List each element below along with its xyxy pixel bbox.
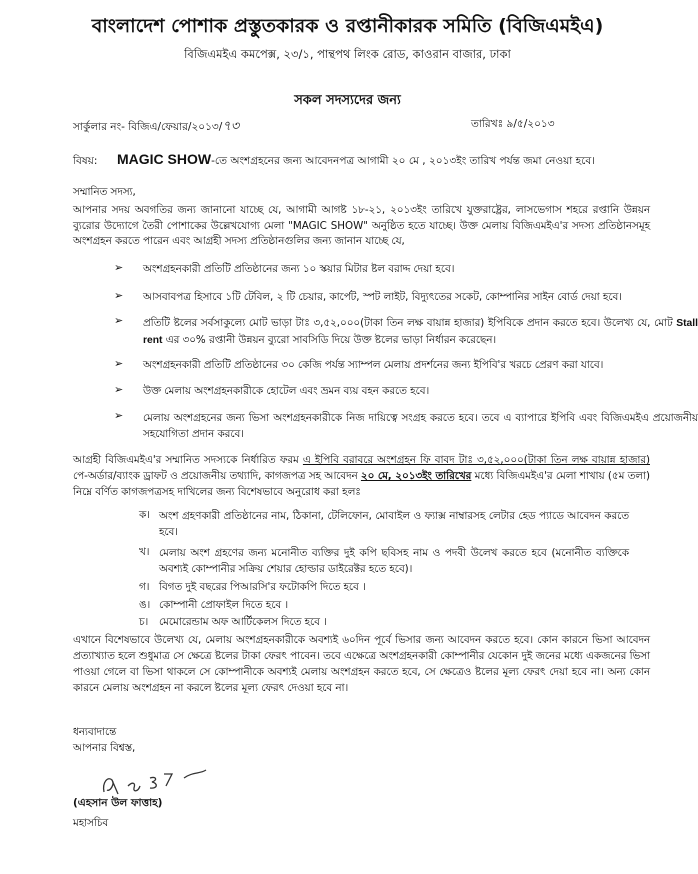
salutation: সম্মানিত সদস্য,	[73, 186, 136, 198]
bullet-item: ➢ উক্ত মেলায় অংশগ্রহনকারীকে হোটেল এবং ভ্রমন ব্যয় বহন করতে হবে।	[114, 383, 430, 397]
signature-image	[98, 768, 210, 798]
circular-date: তারিখঃ ৯/৫/২০১৩	[471, 118, 555, 130]
document-item: খ। মেলায় অংশ গ্রহণের জন্য মনোনীত ব্যক্তির দুই কপি ছবিসহ নাম ও পদবী উলেখ করতে হবে (মনোনীত ব্যক্তিকে অবশ্যই কোম্পানীর সক্রিয় শেয়ার হোল্ডার ডাইরেক্টর হতে হবে)।	[139, 546, 629, 575]
organization-name: বাংলাদেশ পোশাক প্রস্তুতকারক ও রপ্তানীকারক সমিতি (বিজিএমইএ)	[91, 15, 604, 37]
document-item: গ। বিগত দুই বছরের পিআরসি'র ফটোকপি দিতে হবে ।	[139, 581, 366, 593]
document-item: চ। মেমোরেন্ডাম অফ আর্টিকেলস দিতে হবে ।	[139, 616, 327, 628]
subject-show-name: MAGIC SHOW	[117, 151, 212, 167]
signatory-title: মহাসচিব	[73, 817, 109, 829]
bullet-item: ➢ মেলায় অংশগ্রহনের জন্য ভিসা অংশগ্রহনকারীকে নিজ দায়িত্বে সংগ্রহ করতে হবে। তবে এ ব্যাপারে ইপিবি এবং বিজিএমইএ প্রয়োজনীয় সহযোগিতা প্রদান করবে।	[114, 409, 698, 440]
arrow-icon: ➢	[114, 409, 124, 422]
arrow-icon: ➢	[114, 357, 124, 370]
bullet-item: ➢ অংশগ্রহনকারী প্রতিটি প্রতিষ্ঠানের জন্য ১০ স্কয়ার মিটার ষ্টল বরাদ্দ দেয়া হবে।	[114, 261, 455, 275]
bullet-item: ➢ প্রতিটি ষ্টলের সর্বসাকুল্যে মোট ভাড়া টাঃ ৩,৫২,০০০(টাকা তিন লক্ষ বায়ান্ন হাজার) ইপিবিকে প্রদান করতে হবে। উলেখ্য যে, মোট Stall rent এর ৩০% রপ্তানী উন্নয়ন ব্যুরো সাবসিডি দিয়ে উক্ত ষ্টলের ভাড়া নির্ধারন করেছেন।	[114, 314, 698, 346]
request-paragraph: আগ্রহী বিজিএমইএ'র সম্মানিত সদস্যকে নির্ধারিত ফরম এ ইপিবি বরাবরে অংশগ্রহন ফি বাবদ টাঃ ৩,৫২,০০০(টাকা তিন লক্ষ বায়ান্ন হাজার) পে-অর্ডার/ব্যাংক ড্রাফট ও প্রয়োজনীয় তথ্যাদি, কাগজপত্র সহ আবেদন ২০ মে, ২০১৩ইং তারিখের মধ্যে বিজিএমইএ'র মেলা শাখায় (৫ম তলা) নিম্নে বর্ণিত কাগজপত্রসহ দাখিলের জন্য বিশেষভাবে অনুরোধ করা হলঃ	[73, 454, 650, 498]
circular-number-handwritten: ৭৩	[222, 119, 240, 134]
note-paragraph: এখানে বিশেষভাবে উলেখ্য যে, মেলায় অংশগ্রহনকারীকে অবশ্যই ৬০দিন পূর্বে ভিসার জন্য আবেদন করতে হবে। কোন কারনে ভিসা আবেদন প্রত্যাখ্যাত হলে শুধুমাত্র সে ক্ষেত্রে ষ্টলের টাকা ফেরৎ পাবেন। তবে এক্ষেত্রে অংশগ্রহনকারী কোম্পানীর যেকোন দুই জনের মধ্যে একজনের ভিসা পাওয়া গেলে বা ভিসা থাকলে সে কোম্পানীকে অবশ্যই মেলায় অংশগ্রহন করতে হবে, সে ক্ষেত্রেও ষ্টলের মূল্য ফেরৎ দেয়া হবে না। অন্য কোন কারনে মেলায় অংশগ্রহন না করলে ষ্টলের মূল্য ফেরৎ দেওয়া হবে না।	[73, 634, 650, 694]
organization-address: বিজিএমইএ কমপেক্স, ২৩/১, পান্থপথ লিংক রোড, কাওরান বাজার, ঢাকা	[184, 47, 511, 61]
arrow-icon: ➢	[114, 383, 124, 396]
subject-text: -তে অংশগ্রহনের জন্য আবেদনপত্র আগামী ২০ মে , ২০১৩ইং তারিখ পর্যন্ত জমা নেওয়া হবে।	[211, 155, 596, 167]
subject-line	[73, 151, 595, 171]
bullet-item: ➢ অংশগ্রহনকারী প্রতিটি প্রতিষ্ঠানের ৩০ কেজি পর্যন্ত স্যাম্পল মেলায় প্রদর্শনের জন্য ইপিবি'র খরচে প্রেরণ করা যাবে।	[114, 357, 604, 371]
signatory-name: (এহসান উল ফাত্তাহ)	[73, 797, 163, 809]
circular-number-label: সার্কুলার নং- বিজিএ/ফেয়ার/২০১৩/	[73, 121, 223, 133]
subject-label: বিষয়:	[73, 155, 98, 167]
circular-number	[73, 117, 239, 138]
document-item: ঙ। কোম্পানী প্রোফাইল দিতে হবে ।	[139, 599, 289, 611]
intro-paragraph: আপনার সদয় অবগতির জন্য জানানো যাচ্ছে যে, আগামী আগষ্ট ১৮-২১, ২০১৩ইং তারিখে যুক্তরাষ্ট্রের, লাসভেগাস শহরে রপ্তানি উন্নয়ন ব্যুরোর উদ্যোগে তৈরী পোশাকের উল্লেখযোগ্য মেলা "MAGIC SHOW" অনুষ্ঠিত হতে যাচ্ছে। উক্ত মেলায় বিজিএমইএ'র সদস্য প্রতিষ্ঠানসমূহ অংশগ্রহন করতে পারেন এবং আগ্রহী সদস্য প্রতিষ্ঠানগুলির জন্য জানান যাচ্ছে যে,	[73, 204, 650, 247]
arrow-icon: ➢	[114, 261, 124, 274]
arrow-icon: ➢	[114, 289, 124, 302]
closing-yours: আপনার বিশ্বস্ত,	[73, 742, 136, 754]
audience-heading: সকল সদস্যদের জন্য	[294, 93, 401, 108]
document-item: ক। অংশ গ্রহণকারী প্রতিষ্ঠানের নাম, ঠিকানা, টেলিফোন, মোবাইল ও ফ্যাক্স নাম্বারসহ লেটার হেড প্যাডে আবেদন করতে হবে।	[139, 509, 629, 538]
bullet-item: ➢ আসবাবপত্র হিসাবে ১টি টেবিল, ২ টি চেয়ার, কার্পেট, স্পট লাইট, বিদ্যুৎতের সকেট, কোম্পানির সাইন বোর্ড দেয়া হবে।	[114, 289, 622, 303]
closing-thanks: ধন্যবাদান্তে	[73, 726, 117, 738]
arrow-icon: ➢	[114, 314, 124, 327]
